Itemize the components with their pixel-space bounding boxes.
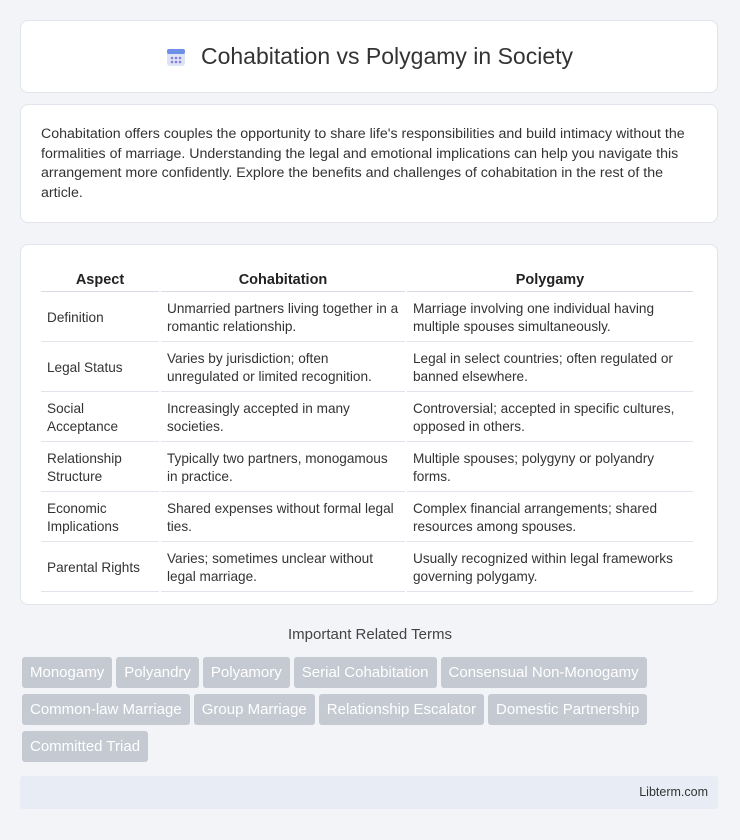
- table-row: [41, 544, 693, 592]
- table-header-row: [41, 267, 693, 292]
- polygamy-cell: Complex financial arrangements; shared resources among spouses.: [407, 494, 693, 542]
- header-polygamy: Polygamy: [407, 267, 693, 292]
- footer: [20, 776, 718, 809]
- aspect-cell: Social Acceptance: [41, 394, 159, 442]
- cohabitation-cell: Varies by jurisdiction; often unregulated or limited recognition.: [161, 344, 405, 392]
- table-row: [41, 444, 693, 492]
- table-row: [41, 294, 693, 342]
- header-card: [20, 20, 718, 93]
- polygamy-cell: Legal in select countries; often regulated or banned elsewhere.: [407, 344, 693, 392]
- cohabitation-cell: Shared expenses without formal legal ties.: [161, 494, 405, 542]
- term-tag[interactable]: Serial Cohabitation: [294, 657, 437, 688]
- page-title: Cohabitation vs Polygamy in Society: [200, 43, 574, 69]
- cohabitation-cell: Unmarried partners living together in a romantic relationship.: [161, 294, 405, 342]
- table-row: [41, 394, 693, 442]
- polygamy-cell: Multiple spouses; polygyny or polyandry forms.: [407, 444, 693, 492]
- aspect-cell: Parental Rights: [41, 544, 159, 592]
- header-aspect: Aspect: [41, 267, 159, 292]
- term-tag[interactable]: Polyamory: [203, 657, 290, 688]
- comparison-card: [20, 244, 718, 605]
- cohabitation-cell: Varies; sometimes unclear without legal marriage.: [161, 544, 405, 592]
- term-tag[interactable]: Common-law Marriage: [22, 694, 190, 725]
- aspect-cell: Legal Status: [41, 344, 159, 392]
- aspect-cell: Definition: [41, 294, 159, 342]
- related-terms-list: [22, 657, 722, 768]
- comparison-table: [39, 265, 695, 594]
- term-tag[interactable]: Group Marriage: [194, 694, 315, 725]
- term-tag[interactable]: Domestic Partnership: [488, 694, 647, 725]
- term-tag[interactable]: Monogamy: [22, 657, 112, 688]
- term-tag[interactable]: Polyandry: [116, 657, 199, 688]
- calendar-icon: [165, 46, 187, 68]
- polygamy-cell: Controversial; accepted in specific cultures, opposed in others.: [407, 394, 693, 442]
- term-tag[interactable]: Relationship Escalator: [319, 694, 484, 725]
- term-tag[interactable]: Committed Triad: [22, 731, 148, 762]
- footer-site-link[interactable]: Libterm.com: [639, 785, 708, 799]
- cohabitation-cell: Increasingly accepted in many societies.: [161, 394, 405, 442]
- table-row: [41, 494, 693, 542]
- aspect-cell: Economic Implications: [41, 494, 159, 542]
- cohabitation-cell: Typically two partners, monogamous in practice.: [161, 444, 405, 492]
- intro-card: [20, 104, 718, 223]
- related-terms-title: Important Related Terms: [288, 626, 452, 643]
- aspect-cell: Relationship Structure: [41, 444, 159, 492]
- term-tag[interactable]: Consensual Non-Monogamy: [441, 657, 647, 688]
- header-cohabitation: Cohabitation: [161, 267, 405, 292]
- polygamy-cell: Marriage involving one individual having multiple spouses simultaneously.: [407, 294, 693, 342]
- polygamy-cell: Usually recognized within legal frameworks governing polygamy.: [407, 544, 693, 592]
- table-row: [41, 344, 693, 392]
- intro-text: Cohabitation offers couples the opportunity to share life's responsibilities and build intimacy without the formalities of marriage. Understanding the legal and emotional implications can help you navigate this arrangement more confidently. Explore the benefits and challenges of cohabitation in the rest of the article.: [41, 126, 685, 201]
